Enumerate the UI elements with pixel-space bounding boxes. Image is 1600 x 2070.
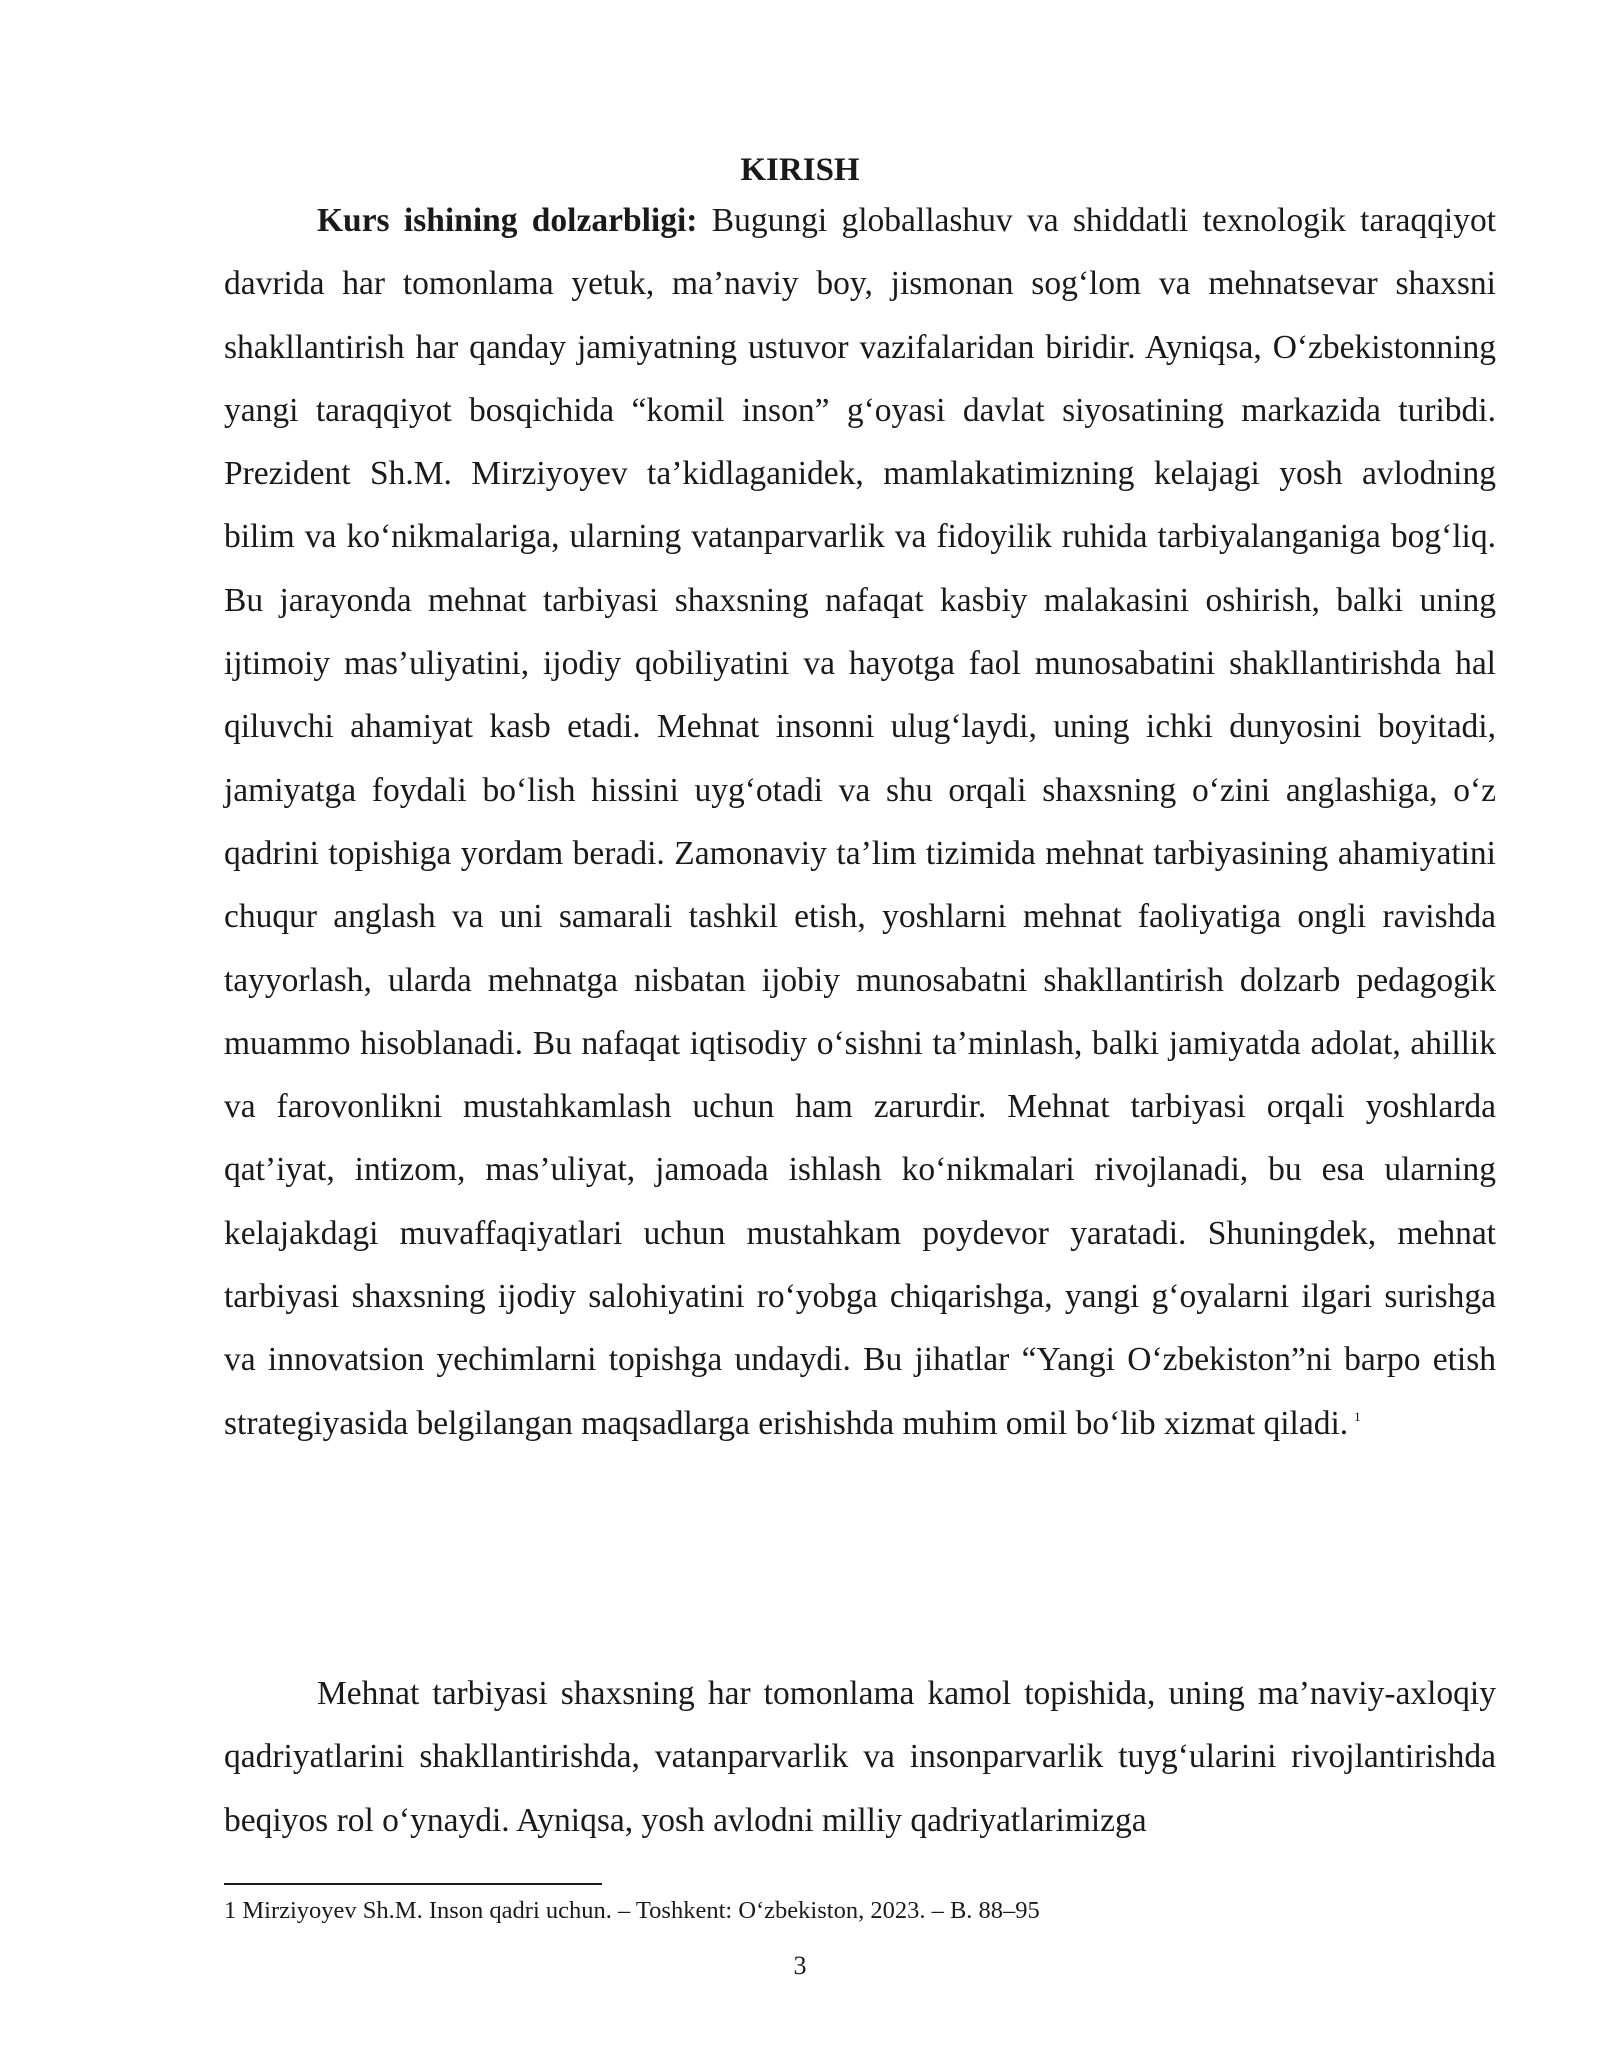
footnote-reference[interactable]: 1 [1354,1409,1361,1425]
page-number: 3 [793,1951,807,1980]
page-title: KIRISH [740,152,860,188]
paragraph-body: Bugungi globallashuv va shiddatli texnologik taraqqiyot davrida har tomonlama yetuk, ma’naviy boy, jismonan sog‘lom va mehnatsevar shaxsni shakllantirish har qanday jamiyatning ustuvor vazifalaridan biridir. Ayniqsa, O‘zbekistonning yangi taraqqiyot bosqichida “komil inson” g‘oyasi davlat siyosatining markazida turibdi. Prezident Sh.M. Mirziyoyev ta’kidlaganidek, mamlakatimizning kelajagi yosh avlodning bilim va ko‘nikmalariga, ularning vatanparvarlik va fidoyilik ruhida tarbiyalanganiga bog‘liq. Bu jarayonda mehnat tarbiyasi shaxsning nafaqat kasbiy malakasini oshirish, balki uning ijtimoiy mas’uliyatini, ijodiy qobiliyatini va hayotga faol munosabatini shakllantirishda hal qiluvchi ahamiyat kasb etadi. Mehnat insonni ulug‘laydi, uning ichki dunyosini boyitadi, jamiyatga foydali bo‘lish hissini uyg‘otadi va shu orqali shaxsning o‘zini anglashiga, o‘z qadrini topishiga yordam beradi. Zamonaviy ta’lim tizimida mehnat tarbiyasining ahamiyatini chuqur anglash va uni samarali tashkil etish, yoshlarni mehnat faoliyatiga ongli ravishda tayyorlash, ularda mehnatga nisbatan ijobiy munosabatni shakllantirish dolzarb pedagogik muammo hisoblanadi. Bu nafaqat iqtisodiy o‘sishni ta’minlash, balki jamiyatda adolat, ahillik va farovonlikni mustahkamlash uchun ham zarurdir. Mehnat tarbiyasi orqali yoshlarda qat’iyat, intizom, mas’uliyat, jamoada ishlash ko‘nikmalari rivojlanadi, bu esa ularning kelajakdagi muvaffaqiyatlari uchun mustahkam poydevor yaratadi. Shuningdek, mehnat tarbiyasi shaxsning ijodiy salohiyatini ro‘yobga chiqarishga, yangi g‘oyalarni ilgari surishga va innovatsion yechimlarni topishga undaydi. Bu jihatlar “Yangi O‘zbekiston”ni barpo etish strategiyasida belgilangan maqsadlarga erishishda muhim omil bo‘lib xizmat qiladi. [224,202,1496,1442]
footnote-text: 1 Mirziyoyev Sh.M. Inson qadri uchun. – Toshkent: O‘zbekiston, 2023. – B. 88–95 [224,1897,1040,1924]
paragraph-second: Mehnat tarbiyasi shaxsning har tomonlama kamol topishida, uning ma’naviy-axloqiy qadriyatlarini shakllantirishda, vatanparvarlik va insonparvarlik tuyg‘ularini rivojlantirishda beqiyos rol o‘ynaydi. Ayniqsa, yosh avlodni milliy qadriyatlarimizga [224,1675,1496,1839]
paragraph-relevance [224,189,1496,1455]
footnote-separator [224,1883,602,1885]
paragraph-lead: Kurs ishining dolzarbligi: [317,202,698,239]
